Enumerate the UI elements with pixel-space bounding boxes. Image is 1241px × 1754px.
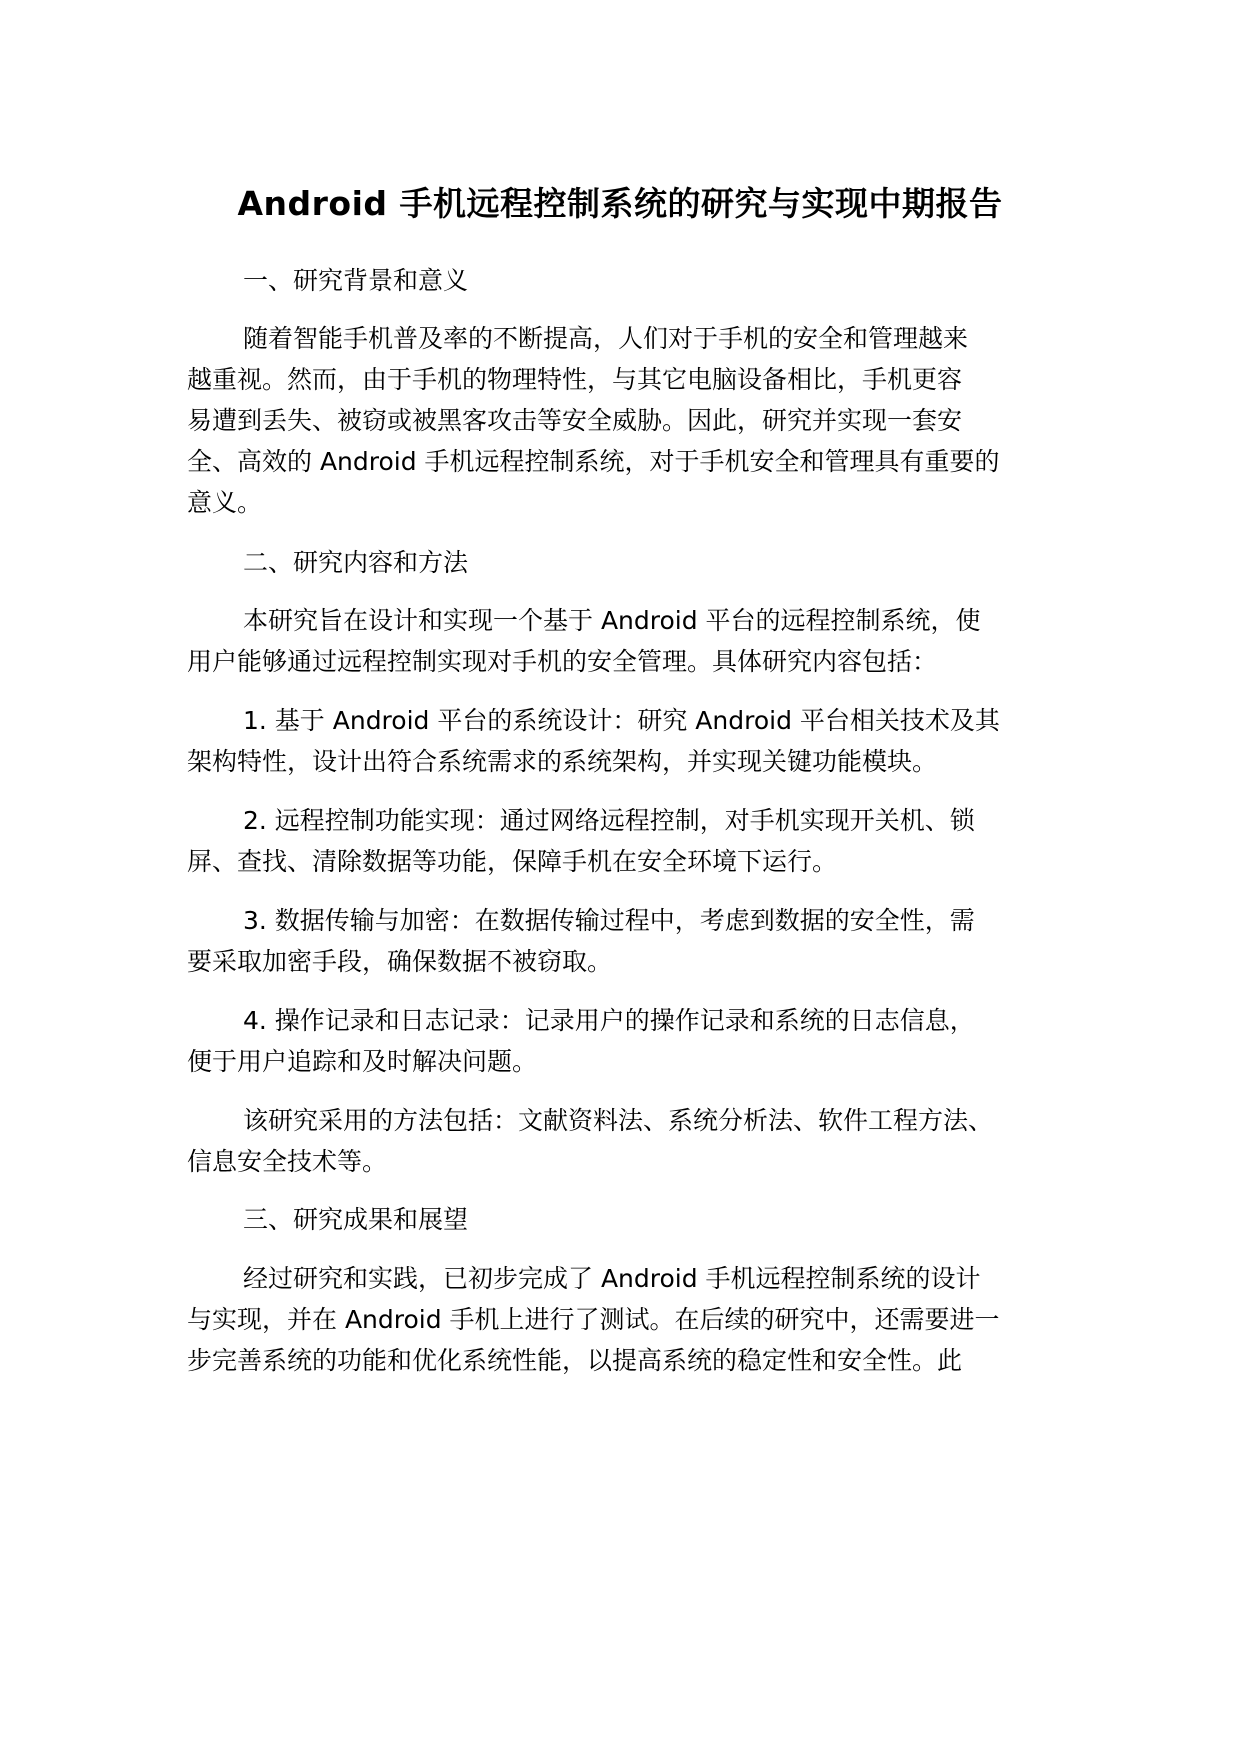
section-heading-3: 三、研究成果和展望 <box>243 1205 469 1234</box>
paragraph-line: 越重视。然而，由于手机的物理特性，与其它电脑设备相比，手机更容 <box>187 365 963 394</box>
list-item-line: 屏、查找、清除数据等功能，保障手机在安全环境下运行。 <box>187 847 838 876</box>
list-item-line: 4. 操作记录和日志记录：记录用户的操作记录和系统的日志信息， <box>243 1006 975 1035</box>
paragraph-line: 意义。 <box>187 488 263 517</box>
list-item-line: 1. 基于 Android 平台的系统设计：研究 Android 平台相关技术及其 <box>243 706 1000 735</box>
section-heading-2: 二、研究内容和方法 <box>243 548 469 577</box>
list-item-line: 架构特性，设计出符合系统需求的系统架构，并实现关键功能模块。 <box>187 747 938 776</box>
paragraph-line: 本研究旨在设计和实现一个基于 Android 平台的远程控制系统，使 <box>243 606 981 635</box>
paragraph-line: 与实现，并在 Android 手机上进行了测试。在后续的研究中，还需要进一 <box>187 1305 1000 1334</box>
paragraph-line: 易遭到丢失、被窃或被黑客攻击等安全威胁。因此，研究并实现一套安 <box>187 406 963 435</box>
paragraph-line: 用户能够通过远程控制实现对手机的安全管理。具体研究内容包括： <box>187 647 938 676</box>
list-item-line: 2. 远程控制功能实现：通过网络远程控制，对手机实现开关机、锁 <box>243 806 975 835</box>
list-item-line: 3. 数据传输与加密：在数据传输过程中，考虑到数据的安全性，需 <box>243 906 975 935</box>
paragraph-line: 该研究采用的方法包括：文献资料法、系统分析法、软件工程方法、 <box>243 1106 994 1135</box>
list-item-line: 要采取加密手段，确保数据不被窃取。 <box>187 947 613 976</box>
section-heading-1: 一、研究背景和意义 <box>243 266 469 295</box>
paragraph-line: 信息安全技术等。 <box>187 1147 388 1176</box>
paragraph-line: 步完善系统的功能和优化系统性能，以提高系统的稳定性和安全性。此 <box>187 1346 963 1375</box>
paragraph-line: 经过研究和实践，已初步完成了 Android 手机远程控制系统的设计 <box>243 1264 981 1293</box>
document-title: Android 手机远程控制系统的研究与实现中期报告 <box>237 184 1003 223</box>
paragraph-line: 随着智能手机普及率的不断提高，人们对于手机的安全和管理越来 <box>243 324 969 353</box>
paragraph-line: 全、高效的 Android 手机远程控制系统，对于手机安全和管理具有重要的 <box>187 447 1000 476</box>
list-item-line: 便于用户追踪和及时解决问题。 <box>187 1047 538 1076</box>
